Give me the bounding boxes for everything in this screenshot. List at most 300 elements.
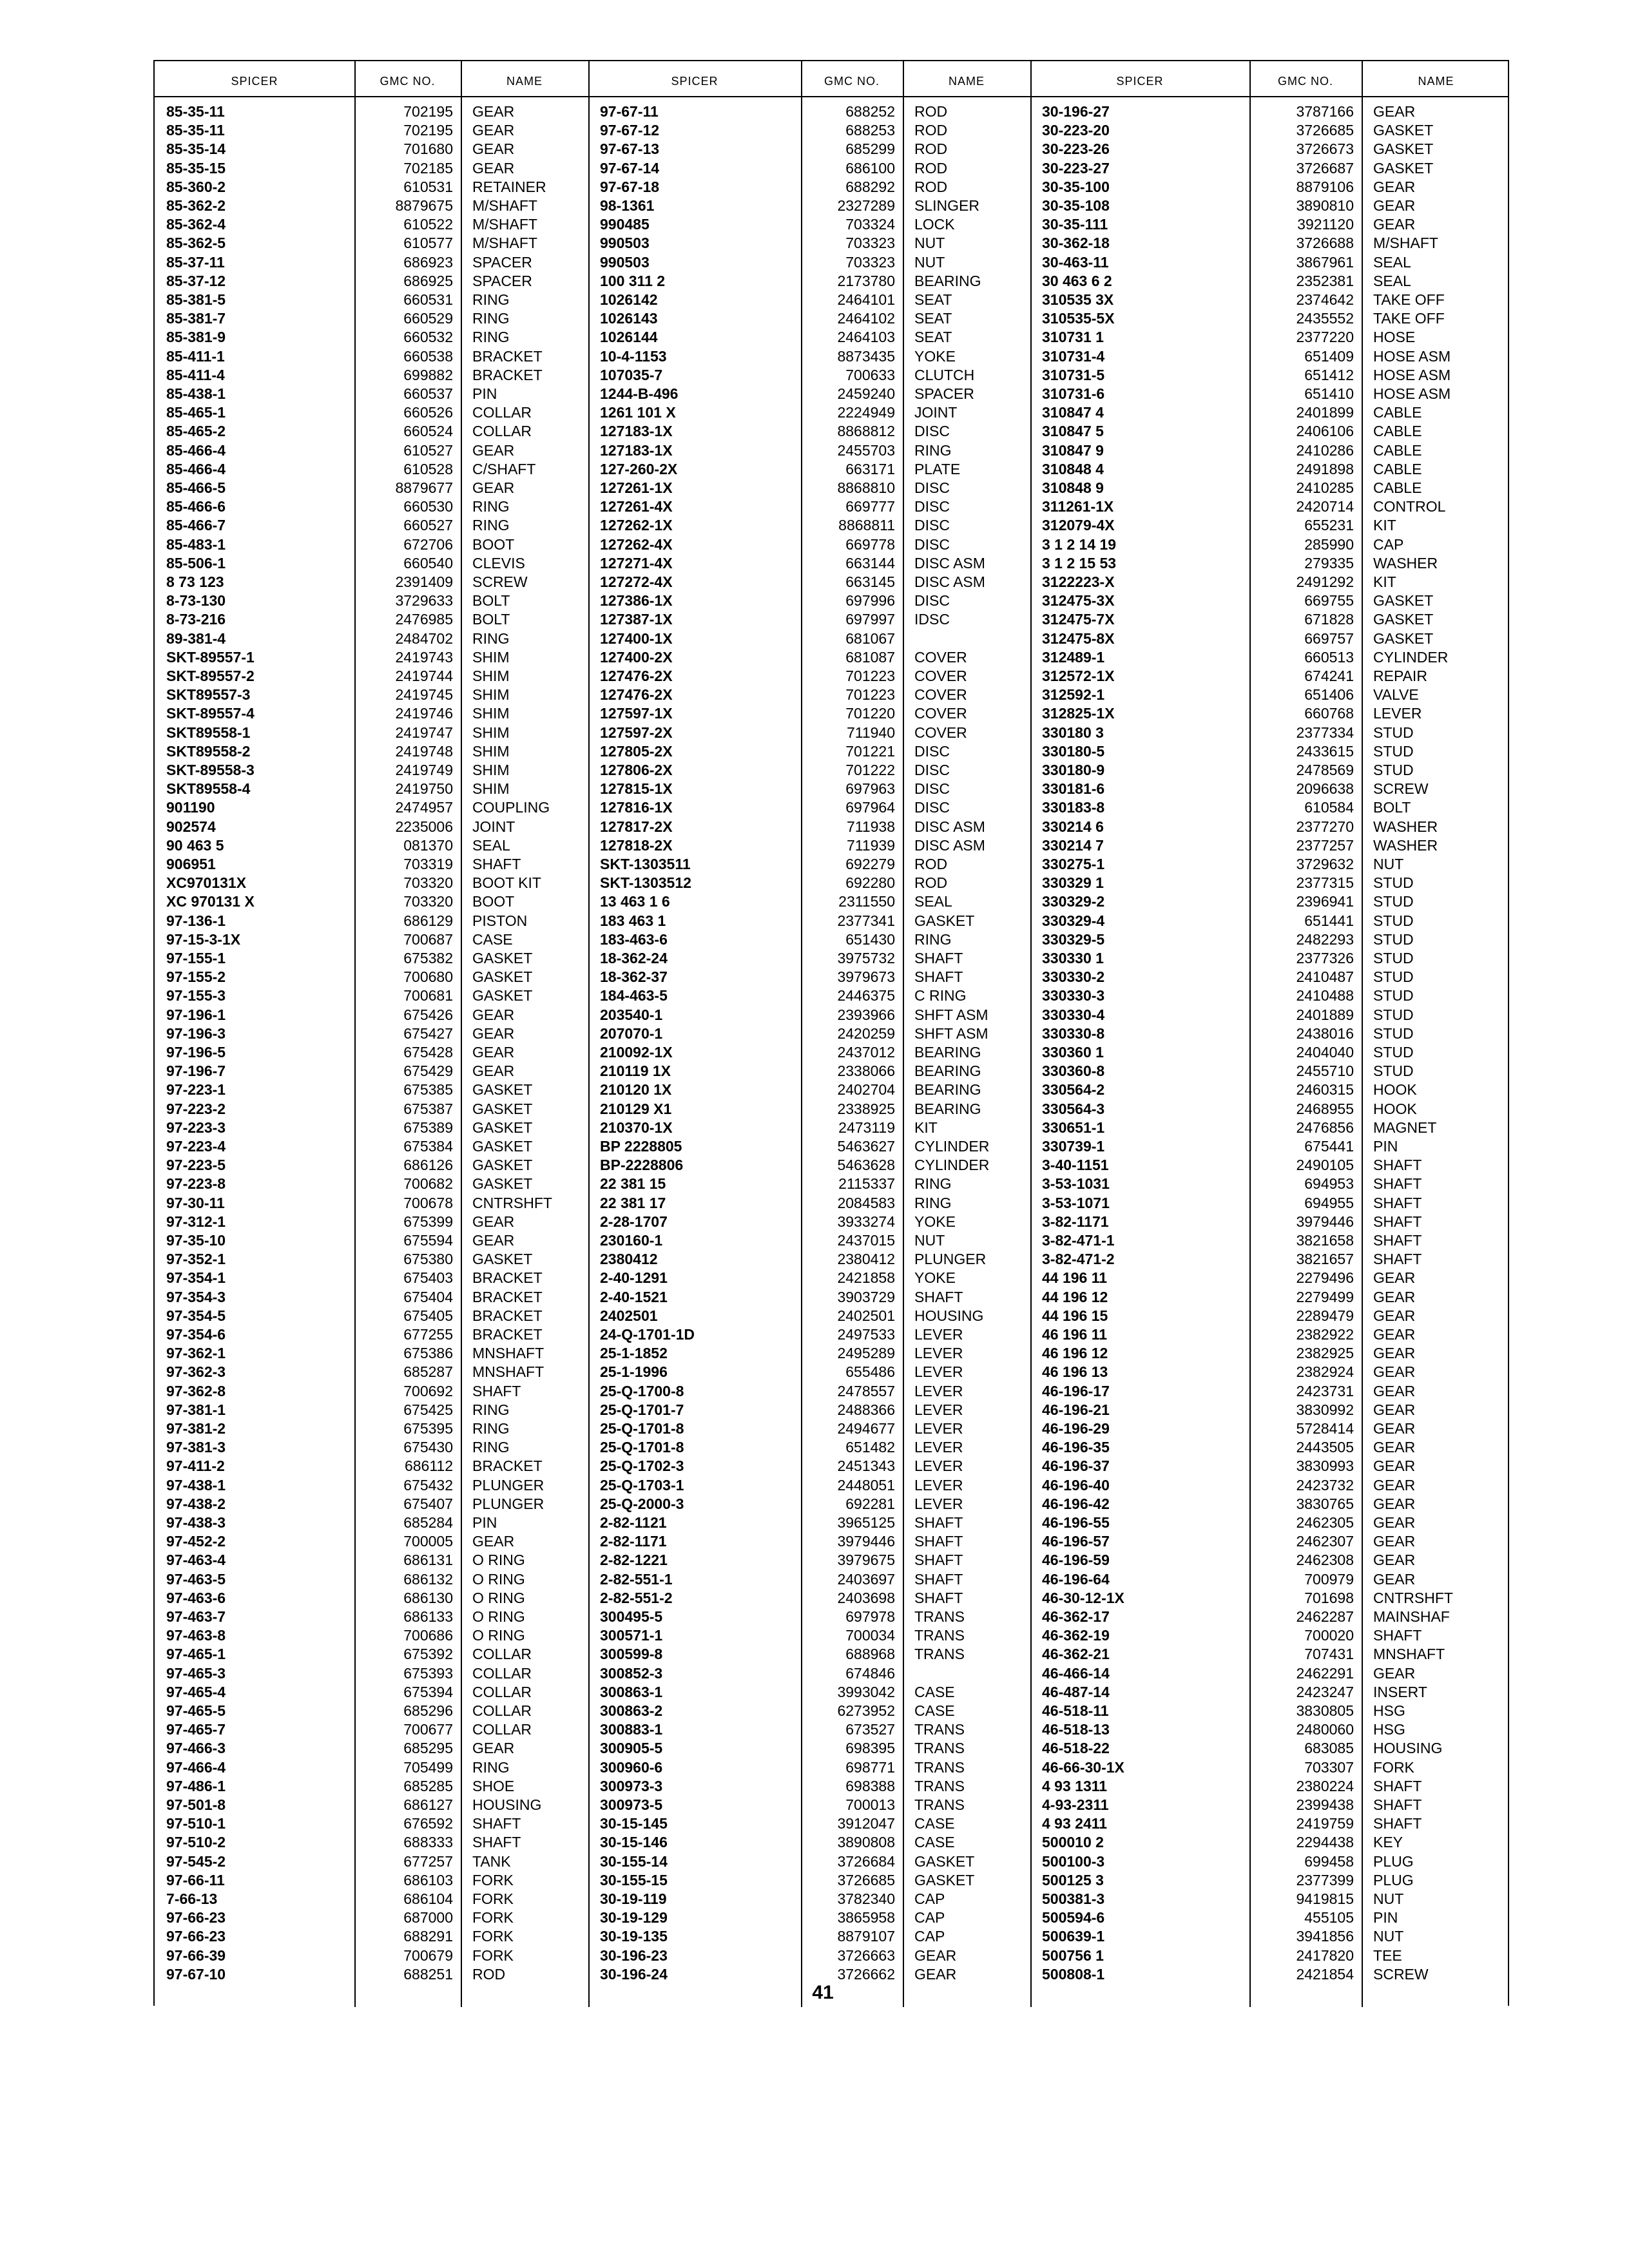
part-name: KIT bbox=[1373, 573, 1396, 590]
gmc-part-number: 700013 bbox=[845, 1796, 895, 1813]
spicer-part-number: 25-Q-1701-8 bbox=[600, 1420, 684, 1437]
gmc-part-number: 2484702 bbox=[395, 629, 453, 647]
gmc-part-number: 3979446 bbox=[837, 1533, 895, 1550]
spicer-part-number: 97-67-11 bbox=[600, 103, 659, 120]
gmc-part-number: 2377341 bbox=[837, 912, 895, 929]
gmc-part-number: 2235006 bbox=[395, 818, 453, 835]
part-name: ROD bbox=[914, 140, 948, 158]
spicer-part-number: 330329-4 bbox=[1042, 912, 1105, 929]
gmc-part-number: 3726687 bbox=[1296, 159, 1354, 177]
part-name: STUD bbox=[1373, 1006, 1414, 1023]
gmc-part-number: 701221 bbox=[845, 742, 895, 760]
part-name: CAP bbox=[914, 1928, 945, 1945]
part-name: CASE bbox=[914, 1702, 955, 1719]
spicer-part-number: 97-312-1 bbox=[166, 1213, 226, 1230]
spicer-part-number: 310731 1 bbox=[1042, 329, 1104, 346]
spicer-part-number: 330330-8 bbox=[1042, 1024, 1105, 1042]
gmc-part-number: 669778 bbox=[845, 535, 895, 553]
gmc-part-number: 2423732 bbox=[1296, 1476, 1354, 1494]
gmc-part-number: 2478557 bbox=[837, 1382, 895, 1399]
gmc-part-number: 2338066 bbox=[837, 1062, 895, 1080]
part-name: IDSC bbox=[914, 611, 950, 628]
gmc-part-number: 694953 bbox=[1304, 1175, 1354, 1193]
spicer-part-number: 183 463 1 bbox=[600, 912, 666, 929]
part-name: COLLAR bbox=[472, 1646, 532, 1663]
spicer-part-number: 97-15-3-1X bbox=[166, 930, 241, 948]
gmc-part-number: 2446375 bbox=[837, 987, 895, 1004]
spicer-part-number: SKT89558-1 bbox=[166, 724, 251, 741]
gmc-part-number: 2410286 bbox=[1296, 441, 1354, 459]
gmc-part-number: 3867961 bbox=[1296, 253, 1354, 271]
part-name: GASKET bbox=[472, 950, 533, 966]
spicer-part-number: 44 196 15 bbox=[1042, 1307, 1108, 1324]
column-header: NAME bbox=[1418, 75, 1454, 88]
part-name: GEAR bbox=[472, 1213, 515, 1230]
spicer-part-number: 85-360-2 bbox=[166, 178, 226, 195]
part-name: COLLAR bbox=[472, 1664, 532, 1682]
gmc-part-number: 697978 bbox=[845, 1608, 895, 1625]
gmc-part-number: 697964 bbox=[845, 799, 895, 816]
gmc-part-number: 686130 bbox=[403, 1589, 453, 1606]
gmc-part-number: 703307 bbox=[1304, 1758, 1354, 1776]
spicer-part-number: 310535-5X bbox=[1042, 310, 1115, 327]
gmc-part-number: 675428 bbox=[403, 1044, 453, 1061]
part-name: ROD bbox=[914, 178, 948, 195]
part-name: DISC bbox=[914, 517, 950, 534]
spicer-part-number: 46-196-59 bbox=[1042, 1552, 1110, 1569]
gmc-part-number: 2490105 bbox=[1296, 1157, 1354, 1174]
gmc-part-number: 675426 bbox=[403, 1006, 453, 1023]
gmc-part-number: 2096638 bbox=[1296, 780, 1354, 798]
gmc-part-number: 700686 bbox=[403, 1627, 453, 1644]
spicer-part-number: 97-438-3 bbox=[166, 1514, 226, 1531]
spicer-part-number: 2-40-1291 bbox=[600, 1269, 668, 1287]
part-name: SHIM bbox=[472, 668, 510, 684]
part-name: GEAR bbox=[472, 1232, 515, 1249]
part-name: SHAFT bbox=[1373, 1251, 1422, 1268]
spicer-part-number: 46 196 11 bbox=[1042, 1326, 1108, 1343]
spicer-part-number: 25-Q-1700-8 bbox=[600, 1382, 684, 1399]
spicer-part-number: 97-354-1 bbox=[166, 1269, 226, 1287]
gmc-part-number: 685299 bbox=[845, 140, 895, 158]
spicer-part-number: 97-223-1 bbox=[166, 1081, 226, 1099]
gmc-part-number: 2459240 bbox=[837, 385, 895, 402]
spicer-part-number: SKT-89557-4 bbox=[166, 705, 255, 722]
spicer-part-number: BP 2228805 bbox=[600, 1138, 682, 1155]
gmc-part-number: 651409 bbox=[1304, 347, 1354, 365]
part-name: SHFT ASM bbox=[914, 1024, 988, 1042]
spicer-part-number: 46-362-21 bbox=[1042, 1646, 1110, 1663]
spicer-part-number: 1261 101 X bbox=[600, 404, 676, 421]
part-name: TRANS bbox=[914, 1608, 965, 1625]
part-name: SEAL bbox=[1373, 272, 1411, 289]
gmc-part-number: 675382 bbox=[403, 950, 453, 966]
part-name: DISC bbox=[914, 742, 950, 760]
spicer-part-number: 300863-2 bbox=[600, 1702, 663, 1719]
part-name: DISC bbox=[914, 535, 950, 553]
gmc-part-number: 675430 bbox=[403, 1439, 453, 1456]
gmc-part-number: 688968 bbox=[845, 1646, 895, 1663]
spicer-part-number: 97-381-2 bbox=[166, 1420, 226, 1437]
part-name: YOKE bbox=[914, 1269, 956, 1287]
part-name: GEAR bbox=[1373, 1552, 1416, 1569]
spicer-part-number: 30-196-27 bbox=[1042, 103, 1110, 120]
gmc-part-number: 685296 bbox=[403, 1702, 453, 1719]
spicer-part-number: 300571-1 bbox=[600, 1627, 663, 1644]
gmc-part-number: 651412 bbox=[1304, 366, 1354, 383]
part-name: NUT bbox=[914, 235, 945, 252]
spicer-part-number: 30-19-135 bbox=[600, 1928, 668, 1945]
part-name: GEAR bbox=[914, 1946, 957, 1964]
part-name: GEAR bbox=[472, 159, 515, 177]
part-name: BEARING bbox=[914, 272, 981, 289]
gmc-part-number: 2491292 bbox=[1296, 573, 1354, 590]
part-name: COVER bbox=[914, 686, 967, 704]
part-name: SHAFT bbox=[472, 1382, 521, 1399]
gmc-part-number: 8879677 bbox=[395, 479, 453, 496]
gmc-part-number: 660530 bbox=[403, 498, 453, 515]
spicer-part-number: 990503 bbox=[600, 253, 650, 271]
spicer-part-number: 30 463 6 2 bbox=[1042, 272, 1112, 289]
part-name: KIT bbox=[914, 1119, 938, 1136]
part-name: CYLINDER bbox=[914, 1157, 990, 1174]
gmc-part-number: 702195 bbox=[403, 103, 453, 120]
spicer-part-number: 25-1-1996 bbox=[600, 1363, 668, 1381]
spicer-part-number: 97-465-7 bbox=[166, 1721, 226, 1738]
part-name: PIN bbox=[472, 385, 497, 402]
spicer-part-number: 46-66-30-1X bbox=[1042, 1758, 1124, 1776]
spicer-part-number: 310731-5 bbox=[1042, 366, 1105, 383]
spicer-part-number: 98-1361 bbox=[600, 197, 655, 214]
part-name: GEAR bbox=[472, 140, 515, 158]
part-name: CASE bbox=[914, 1683, 955, 1700]
gmc-part-number: 610577 bbox=[403, 235, 453, 252]
part-name: PLUG bbox=[1373, 1871, 1414, 1888]
spicer-part-number: 97-223-3 bbox=[166, 1119, 226, 1136]
part-name: BEARING bbox=[914, 1062, 981, 1080]
part-name: SHIM bbox=[472, 762, 510, 778]
gmc-part-number: 2327289 bbox=[837, 197, 895, 214]
spicer-part-number: 990503 bbox=[600, 235, 650, 252]
spicer-part-number: 25-Q-2000-3 bbox=[600, 1495, 684, 1512]
gmc-part-number: 701220 bbox=[845, 705, 895, 722]
gmc-part-number: 686126 bbox=[403, 1157, 453, 1174]
part-name: CAP bbox=[1373, 535, 1404, 553]
gmc-part-number: 2495289 bbox=[837, 1345, 895, 1362]
gmc-part-number: 660526 bbox=[403, 404, 453, 421]
gmc-part-number: 651410 bbox=[1304, 385, 1354, 402]
gmc-part-number: 3830992 bbox=[1296, 1401, 1354, 1418]
part-name: STUD bbox=[1373, 930, 1414, 948]
part-name: SHIM bbox=[472, 724, 510, 741]
part-name: STUD bbox=[1373, 742, 1414, 760]
part-name: BOOT bbox=[472, 893, 515, 910]
gmc-part-number: 3979675 bbox=[837, 1552, 895, 1569]
part-name: GASKET bbox=[1373, 629, 1434, 647]
gmc-part-number: 673527 bbox=[845, 1721, 895, 1738]
part-name: RING bbox=[472, 1758, 510, 1776]
spicer-part-number: SKT89558-4 bbox=[166, 780, 251, 798]
spicer-part-number: 210092-1X bbox=[600, 1044, 673, 1061]
spicer-part-number: 210370-1X bbox=[600, 1119, 673, 1136]
gmc-part-number: 3787166 bbox=[1296, 103, 1354, 120]
part-name: SHAFT bbox=[472, 1815, 521, 1832]
spicer-part-number: 310731-4 bbox=[1042, 347, 1105, 365]
column-divider bbox=[588, 61, 590, 2007]
spicer-part-number: 500756 1 bbox=[1042, 1946, 1104, 1964]
spicer-part-number: 500125 3 bbox=[1042, 1871, 1104, 1888]
part-name: RETAINER bbox=[472, 178, 546, 195]
part-name: HOSE ASM bbox=[1373, 366, 1451, 383]
part-name: RING bbox=[472, 629, 510, 647]
spicer-part-number: 127597-2X bbox=[600, 724, 673, 741]
gmc-part-number: 2393966 bbox=[837, 1006, 895, 1023]
gmc-part-number: 3993042 bbox=[837, 1683, 895, 1700]
part-name: CLEVIS bbox=[472, 554, 525, 572]
spicer-part-number: 312592-1 bbox=[1042, 686, 1105, 704]
part-name: CASE bbox=[914, 1815, 955, 1832]
part-name: HOUSING bbox=[472, 1796, 542, 1813]
part-name: RING bbox=[914, 1194, 952, 1211]
gmc-part-number: 674846 bbox=[845, 1664, 895, 1682]
gmc-part-number: 2419747 bbox=[395, 724, 453, 741]
spicer-part-number: 2-82-551-1 bbox=[600, 1570, 673, 1588]
gmc-part-number: 9419815 bbox=[1296, 1890, 1354, 1907]
gmc-part-number: 3965125 bbox=[837, 1514, 895, 1531]
spicer-part-number: 310847 4 bbox=[1042, 404, 1104, 421]
gmc-part-number: 660531 bbox=[403, 291, 453, 308]
spicer-part-number: 330329 1 bbox=[1042, 874, 1104, 892]
part-name: CASE bbox=[472, 930, 513, 948]
spicer-part-number: 30-15-146 bbox=[600, 1834, 668, 1851]
part-name: GASKET bbox=[472, 1138, 533, 1155]
spicer-part-number: 3-40-1151 bbox=[1042, 1157, 1109, 1174]
spicer-part-number: 8 73 123 bbox=[166, 573, 224, 590]
part-name: CABLE bbox=[1373, 404, 1422, 421]
spicer-part-number: 97-66-39 bbox=[166, 1946, 226, 1964]
part-name: BRACKET bbox=[472, 1269, 543, 1287]
part-name: O RING bbox=[472, 1570, 525, 1588]
spicer-part-number: 22 381 15 bbox=[600, 1175, 666, 1193]
part-name: CAP bbox=[914, 1909, 945, 1927]
part-name: GEAR bbox=[1373, 1288, 1416, 1305]
part-name: SHAFT bbox=[914, 1589, 963, 1606]
gmc-part-number: 8868811 bbox=[838, 517, 895, 534]
spicer-part-number: 127476-2X bbox=[600, 668, 673, 684]
spicer-part-number: 97-362-3 bbox=[166, 1363, 226, 1381]
spicer-part-number: 85-411-1 bbox=[166, 347, 225, 365]
part-name: GASKET bbox=[1373, 122, 1434, 139]
part-name: GEAR bbox=[1373, 1476, 1416, 1494]
part-name: SCREW bbox=[1373, 780, 1429, 798]
gmc-part-number: 3729633 bbox=[395, 592, 453, 610]
gmc-part-number: 2491898 bbox=[1296, 460, 1354, 477]
part-name: SHAFT bbox=[1373, 1157, 1422, 1174]
part-name: CONTROL bbox=[1373, 498, 1446, 515]
part-name: LEVER bbox=[914, 1326, 963, 1343]
spicer-part-number: 906951 bbox=[166, 856, 216, 872]
gmc-part-number: 3830765 bbox=[1296, 1495, 1354, 1512]
gmc-part-number: 2437012 bbox=[837, 1044, 895, 1061]
part-name: GASKET bbox=[1373, 159, 1434, 177]
part-name: C RING bbox=[914, 987, 967, 1004]
gmc-part-number: 3726673 bbox=[1296, 140, 1354, 158]
gmc-part-number: 3726685 bbox=[837, 1871, 895, 1888]
gmc-part-number: 2419745 bbox=[395, 686, 453, 704]
part-name: SEAT bbox=[914, 291, 952, 308]
part-name: BEARING bbox=[914, 1100, 981, 1117]
gmc-part-number: 2402501 bbox=[837, 1307, 895, 1324]
part-name: TRANS bbox=[914, 1646, 965, 1663]
column-header: NAME bbox=[506, 75, 543, 88]
gmc-part-number: 703319 bbox=[403, 856, 453, 872]
spicer-part-number: 97-466-3 bbox=[166, 1740, 226, 1757]
spicer-part-number: 25-Q-1701-8 bbox=[600, 1439, 684, 1456]
spicer-part-number: 85-466-7 bbox=[166, 517, 226, 534]
spicer-part-number: 330183-8 bbox=[1042, 799, 1105, 816]
part-name: RING bbox=[914, 930, 952, 948]
part-name: NUT bbox=[1373, 1928, 1404, 1945]
part-name: SLINGER bbox=[914, 197, 979, 214]
part-name: COVER bbox=[914, 668, 967, 684]
part-name: SHIM bbox=[472, 648, 510, 666]
gmc-part-number: 692279 bbox=[845, 856, 895, 872]
spicer-part-number: 127271-4X bbox=[600, 554, 673, 572]
spicer-part-number: 25-1-1852 bbox=[600, 1345, 668, 1362]
part-name: DISC bbox=[914, 762, 950, 778]
gmc-part-number: 699458 bbox=[1304, 1852, 1354, 1870]
spicer-part-number: 312475-7X bbox=[1042, 611, 1115, 628]
part-name: STUD bbox=[1373, 724, 1414, 741]
spicer-part-number: 902574 bbox=[166, 818, 216, 835]
spicer-part-number: 330330 1 bbox=[1042, 950, 1104, 966]
spicer-part-number: 85-466-4 bbox=[166, 460, 226, 477]
gmc-part-number: 698388 bbox=[845, 1777, 895, 1794]
gmc-part-number: 2377257 bbox=[1296, 836, 1354, 854]
spicer-part-number: 97-67-14 bbox=[600, 159, 660, 177]
part-name: RING bbox=[472, 1420, 510, 1437]
gmc-part-number: 2462291 bbox=[1296, 1664, 1354, 1682]
gmc-part-number: 700681 bbox=[403, 987, 453, 1004]
part-name: STUD bbox=[1373, 912, 1414, 929]
part-name: INSERT bbox=[1373, 1683, 1427, 1700]
part-name: GEAR bbox=[1373, 1439, 1416, 1456]
part-name: COLLAR bbox=[472, 1702, 532, 1719]
spicer-part-number: 127476-2X bbox=[600, 686, 673, 704]
parts-table bbox=[153, 60, 1509, 2006]
part-name: DISC bbox=[914, 479, 950, 496]
gmc-part-number: 700677 bbox=[403, 1721, 453, 1738]
gmc-part-number: 697963 bbox=[845, 780, 895, 798]
part-name: ROD bbox=[914, 856, 948, 872]
gmc-part-number: 2401889 bbox=[1296, 1006, 1354, 1023]
spicer-part-number: 330330-4 bbox=[1042, 1006, 1105, 1023]
part-name: O RING bbox=[472, 1627, 525, 1644]
column-header: GMC NO. bbox=[1278, 75, 1333, 88]
gmc-part-number: 3726685 bbox=[1296, 122, 1354, 139]
spicer-part-number: 30-196-24 bbox=[600, 1965, 668, 1983]
gmc-part-number: 2279499 bbox=[1296, 1288, 1354, 1305]
spicer-part-number: 330564-2 bbox=[1042, 1081, 1105, 1099]
part-name: TRANS bbox=[914, 1796, 965, 1813]
column-header: GMC NO. bbox=[380, 75, 436, 88]
gmc-part-number: 675594 bbox=[403, 1232, 453, 1249]
gmc-part-number: 3726688 bbox=[1296, 235, 1354, 252]
gmc-part-number: 660532 bbox=[403, 329, 453, 346]
spicer-part-number: 7-66-13 bbox=[166, 1890, 218, 1907]
spicer-part-number: 30-223-26 bbox=[1042, 140, 1110, 158]
spicer-part-number: 97-67-13 bbox=[600, 140, 660, 158]
spicer-part-number: 97-30-11 bbox=[166, 1194, 225, 1211]
gmc-part-number: 655231 bbox=[1304, 517, 1354, 534]
gmc-part-number: 660538 bbox=[403, 347, 453, 365]
gmc-part-number: 2338925 bbox=[837, 1100, 895, 1117]
part-name: ROD bbox=[914, 874, 948, 892]
spicer-part-number: 330739-1 bbox=[1042, 1138, 1105, 1155]
gmc-part-number: 683085 bbox=[1304, 1740, 1354, 1757]
spicer-part-number: 97-223-5 bbox=[166, 1157, 226, 1174]
part-name: STUD bbox=[1373, 950, 1414, 966]
gmc-part-number: 2410488 bbox=[1296, 987, 1354, 1004]
gmc-part-number: 675392 bbox=[403, 1646, 453, 1663]
gmc-part-number: 2289479 bbox=[1296, 1307, 1354, 1324]
spicer-part-number: 97-354-3 bbox=[166, 1288, 226, 1305]
spicer-part-number: 310535 3X bbox=[1042, 291, 1114, 308]
spicer-part-number: 97-463-5 bbox=[166, 1570, 226, 1588]
spicer-part-number: XC970131X bbox=[166, 874, 247, 892]
part-name: HOSE ASM bbox=[1373, 347, 1451, 365]
spicer-part-number: 46-196-55 bbox=[1042, 1514, 1110, 1531]
part-name: SEAT bbox=[914, 310, 952, 327]
gmc-part-number: 700692 bbox=[403, 1382, 453, 1399]
part-name: LEVER bbox=[914, 1457, 963, 1475]
part-name: HOOK bbox=[1373, 1081, 1417, 1099]
part-name: STUD bbox=[1373, 874, 1414, 892]
column-header: NAME bbox=[948, 75, 985, 88]
spicer-part-number: 85-438-1 bbox=[166, 385, 226, 402]
spicer-part-number: 13 463 1 6 bbox=[600, 893, 670, 910]
part-name: SPACER bbox=[472, 253, 532, 271]
spicer-part-number: 312475-3X bbox=[1042, 592, 1115, 610]
part-name: SEAL bbox=[1373, 253, 1411, 271]
spicer-part-number: 85-381-5 bbox=[166, 291, 226, 308]
part-name: FORK bbox=[472, 1928, 514, 1945]
gmc-part-number: 2311550 bbox=[838, 893, 895, 910]
spicer-part-number: 107035-7 bbox=[600, 366, 663, 383]
gmc-part-number: 700687 bbox=[403, 930, 453, 948]
spicer-part-number: 330275-1 bbox=[1042, 856, 1105, 872]
gmc-part-number: 686925 bbox=[403, 272, 453, 289]
gmc-part-number: 2419750 bbox=[395, 780, 453, 798]
spicer-part-number: 25-Q-1702-3 bbox=[600, 1457, 684, 1475]
part-name: GEAR bbox=[1373, 1570, 1416, 1588]
spicer-part-number: 46-362-17 bbox=[1042, 1608, 1110, 1625]
part-name: CABLE bbox=[1373, 479, 1422, 496]
column-divider bbox=[1030, 61, 1032, 2007]
spicer-part-number: 97-67-12 bbox=[600, 122, 660, 139]
part-name: DISC bbox=[914, 592, 950, 610]
part-name: BEARING bbox=[914, 1044, 981, 1061]
spicer-part-number: 46-196-42 bbox=[1042, 1495, 1110, 1512]
part-name: C/SHAFT bbox=[472, 460, 536, 477]
spicer-part-number: 127387-1X bbox=[600, 611, 673, 628]
part-name: GEAR bbox=[472, 1006, 515, 1023]
gmc-part-number: 2455710 bbox=[1296, 1062, 1354, 1080]
spicer-part-number: 97-465-5 bbox=[166, 1702, 226, 1719]
gmc-part-number: 8868812 bbox=[837, 423, 895, 440]
spicer-part-number: 3-53-1031 bbox=[1042, 1175, 1110, 1193]
column-header: SPICER bbox=[671, 75, 718, 88]
